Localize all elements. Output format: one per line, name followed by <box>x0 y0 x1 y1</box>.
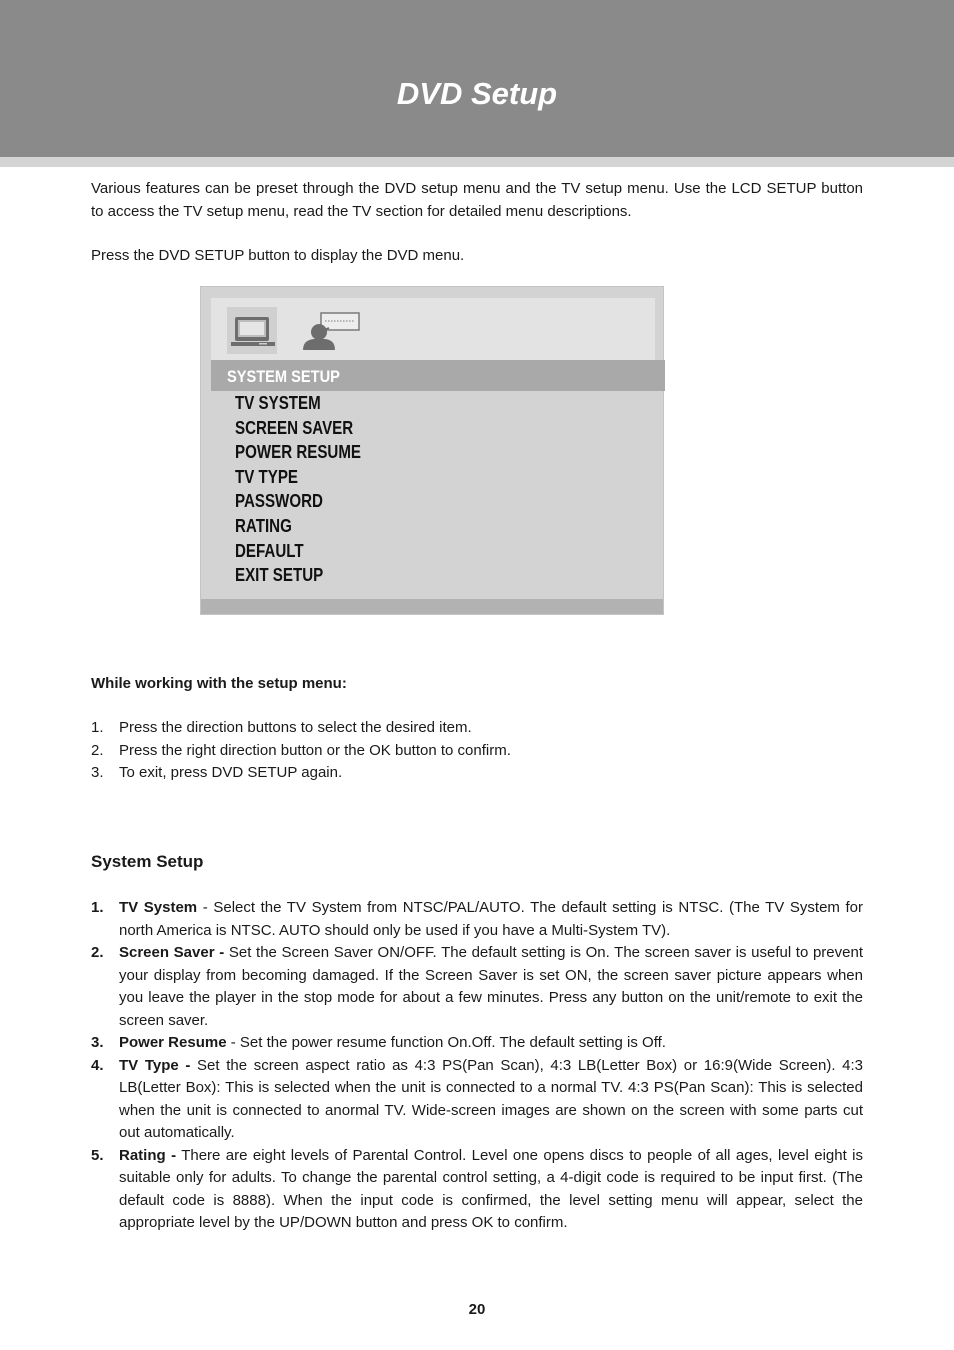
page-title: DVD Setup <box>396 76 558 111</box>
menu-item-screen-saver: SCREEN SAVER <box>235 417 354 438</box>
menu-item-tv-system: TV SYSTEM <box>235 393 321 413</box>
header-strip <box>0 157 954 167</box>
item-term: Rating - <box>119 1146 177 1164</box>
menu-item-default: DEFAULT <box>235 540 304 561</box>
item-term: TV Type - <box>119 1056 191 1074</box>
item-separator: - <box>226 1034 240 1051</box>
step-number: 3. <box>91 764 104 781</box>
step-text: Press the right direction button or the OK button to confirm. <box>119 741 511 759</box>
item-number: 1. <box>91 899 104 916</box>
item-number: 5. <box>91 1146 104 1164</box>
menu-item-power-resume: POWER RESUME <box>235 442 362 463</box>
menu-footer-bar <box>201 599 663 614</box>
system-setup-list <box>91 897 863 1235</box>
list-item <box>91 1032 863 1055</box>
step-number: 1. <box>91 719 104 736</box>
section-heading: System Setup <box>91 852 204 871</box>
person-speaker-icon <box>299 310 363 352</box>
item-text: There are eight levels of Parental Control. Level one opens discs to people of all ages, level eight is suitable only for adults. To change the parental control setting, a 4-digit code is required to be input first. (The default code is 8888). When the input code is confirmed, the level setting menu will appear, select the appropriate level by the UP/DOWN button and press OK to confirm. <box>119 1146 863 1231</box>
menu-item-list <box>235 391 385 588</box>
item-text: Set the screen aspect ratio as 4:3 PS(Pan Scan), 4:3 LB(Letter Box) or 16:9(Wide Screen). 4:3 LB(Letter Box): This is selected when the unit is connected to a normal TV. 4:3 PS(Pan Scan): This is selected when the unit is connected to anormal TV. Wide-screen images are shown on the screen with some parts cut out automatically. <box>119 1056 863 1141</box>
item-description <box>119 897 863 942</box>
item-description <box>119 1145 863 1235</box>
item-text: Set the Screen Saver ON/OFF. The default setting is On. The screen saver is useful to prevent your display from becoming damaged. If the Screen Saver is set ON, the screen saver picture appears when you leave the player in the stop mode for about a few minutes. Press any button on the unit/remote to exit the screen saver. <box>119 944 864 1029</box>
menu-item-tv-type: TV TYPE <box>235 466 299 487</box>
item-separator: - <box>197 899 214 916</box>
item-term: Screen Saver - <box>119 944 225 961</box>
step-text: Press the direction buttons to select the desired item. <box>119 719 472 736</box>
item-number: 4. <box>91 1056 104 1074</box>
list-item <box>91 740 863 763</box>
list-item <box>91 1145 863 1235</box>
menu-icon-tile-selected <box>227 307 277 354</box>
list-item <box>91 942 863 1032</box>
item-text: Select the TV System from NTSC/PAL/AUTO. The default setting is NTSC. (The TV System for north America is NTSC. AUTO should only be used if you have a Multi-System TV). <box>119 899 864 939</box>
list-item <box>91 1055 863 1145</box>
menu-icon-bar <box>211 298 655 360</box>
monitor-icon <box>227 307 277 354</box>
item-text: Set the power resume function On.Off. The default setting is Off. <box>239 1034 666 1051</box>
working-heading: While working with the setup menu: <box>91 675 347 692</box>
working-steps-list <box>91 717 863 785</box>
step-number: 2. <box>91 741 104 759</box>
list-item <box>91 717 863 740</box>
menu-section-header <box>211 360 665 391</box>
list-item <box>91 897 863 942</box>
menu-item-exit-setup: EXIT SETUP <box>235 565 324 586</box>
intro-paragraph: Various features can be preset through the DVD setup menu and the TV setup menu. Use the LCD SETUP button to access the TV setup menu, read the TV section for detailed menu descriptions. <box>91 180 863 220</box>
intro-instruction: Press the DVD SETUP button to display the DVD menu. <box>91 247 465 264</box>
menu-section-label: SYSTEM SETUP <box>227 367 340 386</box>
item-description <box>119 942 863 1032</box>
item-number: 3. <box>91 1034 104 1051</box>
menu-item-rating: RATING <box>235 515 292 536</box>
list-item <box>91 762 863 785</box>
item-description <box>119 1032 863 1055</box>
step-text: To exit, press DVD SETUP again. <box>119 764 343 781</box>
item-number: 2. <box>91 944 104 961</box>
setup-menu-illustration <box>200 286 664 615</box>
item-description <box>119 1055 863 1145</box>
item-term: Power Resume <box>119 1034 227 1051</box>
page-number: 20 <box>468 1301 486 1318</box>
menu-item-password: PASSWORD <box>235 491 323 512</box>
item-term: TV System <box>119 899 198 916</box>
